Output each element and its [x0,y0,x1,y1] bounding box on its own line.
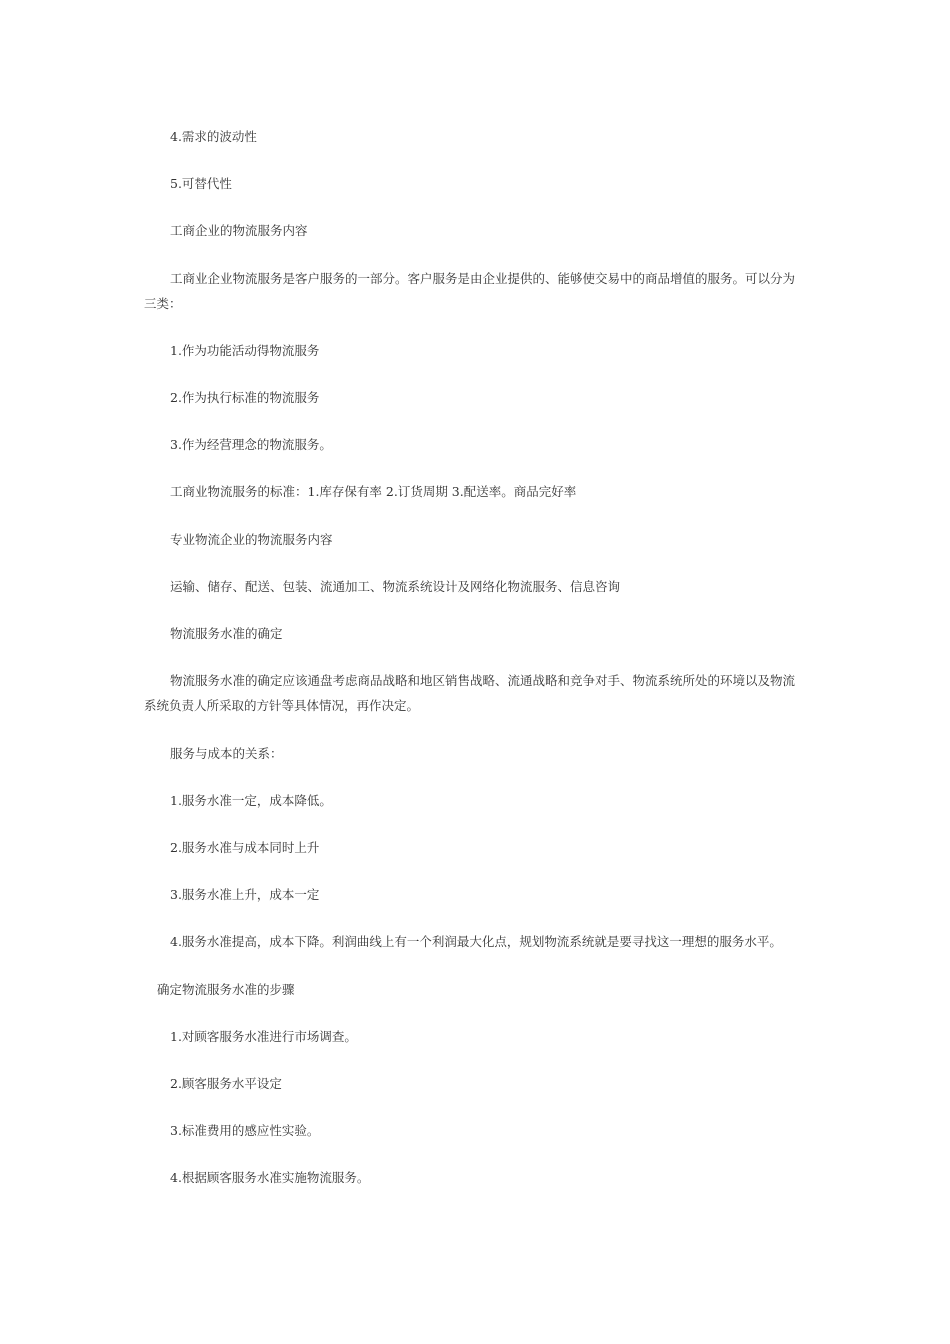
heading-commercial-logistics-content: 工商企业的物流服务内容 [170,223,308,238]
list-item-philosophy-service: 3.作为经营理念的物流服务。 [170,437,332,452]
paragraph-service-standards: 工商业物流服务的标准：1.库存保有率 2.订货周期 3.配送率。商品完好率 [170,484,577,499]
list-item-relation-2: 2.服务水准与成本同时上升 [170,840,320,855]
list-item-step-4: 4.根据顾客服务水准实施物流服务。 [170,1170,370,1185]
paragraph-service-level-determination: 物流服务水准的确定应该通盘考虑商品战略和地区销售战略、流通战略和竞争对手、物流系统所处的环境以及物流系统负责人所采取的方针等具体情况，再作决定。 [144,673,796,713]
heading-service-cost-relation: 服务与成本的关系： [170,746,283,761]
list-item-step-1: 1.对顾客服务水准进行市场调查。 [170,1029,357,1044]
list-item-standard-service: 2.作为执行标准的物流服务 [170,390,320,405]
list-item-relation-3: 3.服务水准上升，成本一定 [170,887,320,902]
paragraph-demand-volatility: 4.需求的波动性 [170,129,257,144]
list-item-step-2: 2.顾客服务水平设定 [170,1076,282,1091]
heading-service-level-steps: 确定物流服务水准的步骤 [157,982,295,997]
paragraph-commercial-logistics-intro: 工商业企业物流服务是客户服务的一部分。客户服务是由企业提供的、能够使交易中的商品增值的服务。可以分为三类： [144,271,796,311]
heading-service-level-determination: 物流服务水准的确定 [170,626,283,641]
paragraph-service-list: 运输、储存、配送、包装、流通加工、物流系统设计及网络化物流服务、信息咨询 [170,579,621,594]
heading-professional-logistics-content: 专业物流企业的物流服务内容 [170,532,333,547]
paragraph-substitutability: 5.可替代性 [170,176,232,191]
list-item-relation-1: 1.服务水准一定，成本降低。 [170,793,332,808]
list-item-relation-4: 4.服务水准提高，成本下降。利润曲线上有一个利润最大化点，规划物流系统就是要寻找这一理想的服务水平。 [170,934,782,949]
list-item-functional-service: 1.作为功能活动得物流服务 [170,343,320,358]
list-item-step-3: 3.标准费用的感应性实验。 [170,1123,320,1138]
